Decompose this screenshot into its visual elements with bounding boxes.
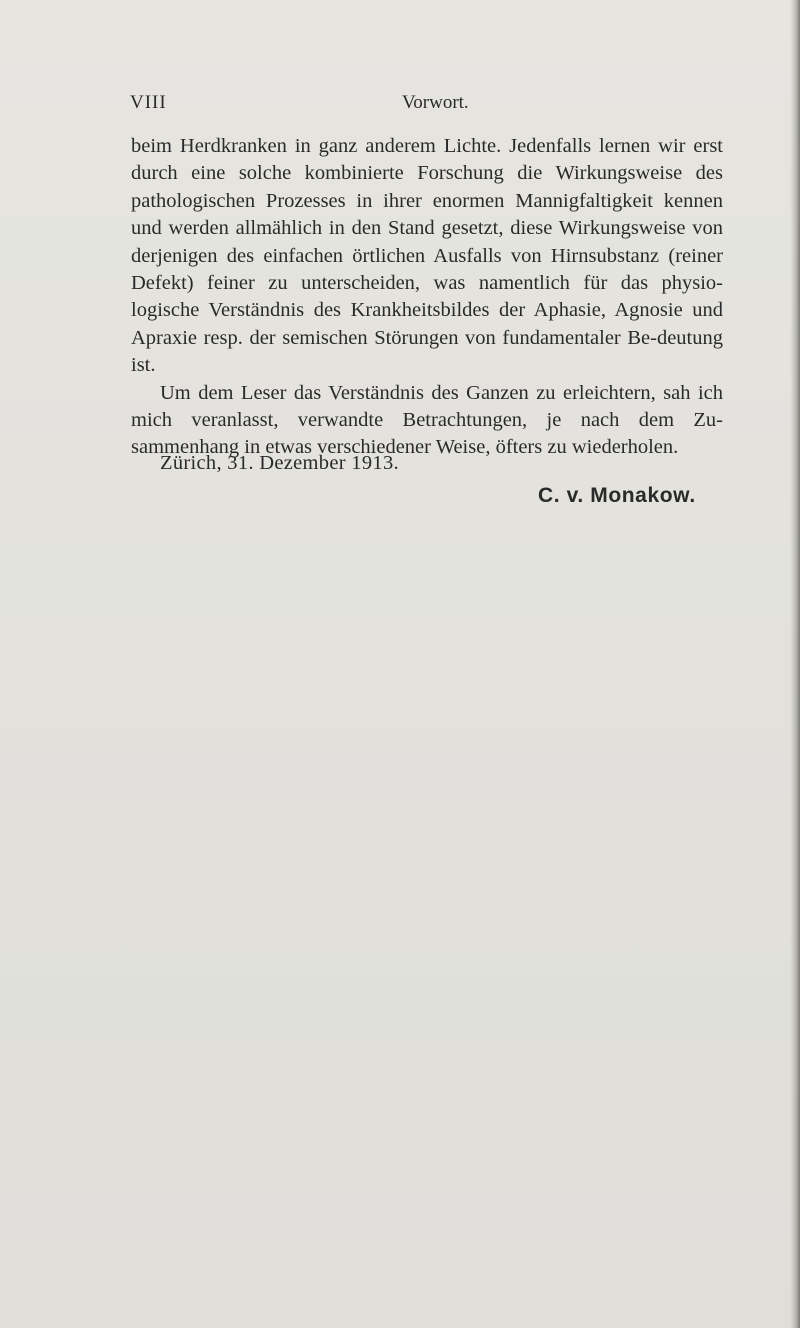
paragraph-2: Um dem Leser das Verständnis des Ganzen zu erleichtern, sah ich mich veranlasst, verwandte Betrachtungen, je nach dem Zu-sammenhang in etwas verschiedener Weise, öfters zu wiederholen. [131,381,723,459]
place-date: Zürich, 31. Dezember 1913. [160,452,399,474]
page-edge-shadow [790,0,800,1328]
page-header [130,92,660,118]
running-title: Vorwort. [402,92,469,113]
body-text [131,133,723,462]
page-number: VIII [130,92,167,113]
author-signature: C. v. Monakow. [538,484,696,507]
paragraph-1: beim Herdkranken in ganz anderem Lichte. Jedenfalls lernen wir erst durch eine solche kombinierte Forschung die Wirkungsweise des pathologischen Prozesses in ihrer enormen Mannigfaltigkeit kennen und werden allmählich in den Stand gesetzt, diese Wirkungsweise von derjenigen des einfachen örtlichen Ausfalls von Hirnsubstanz (reiner Defekt) feiner zu unterscheiden, was namentlich für das physio-logische Verständnis des Krankheitsbildes der Aphasie, Agnosie und Apraxie resp. der semischen Störungen von fundamentaler Be-deutung ist. [131,135,723,377]
